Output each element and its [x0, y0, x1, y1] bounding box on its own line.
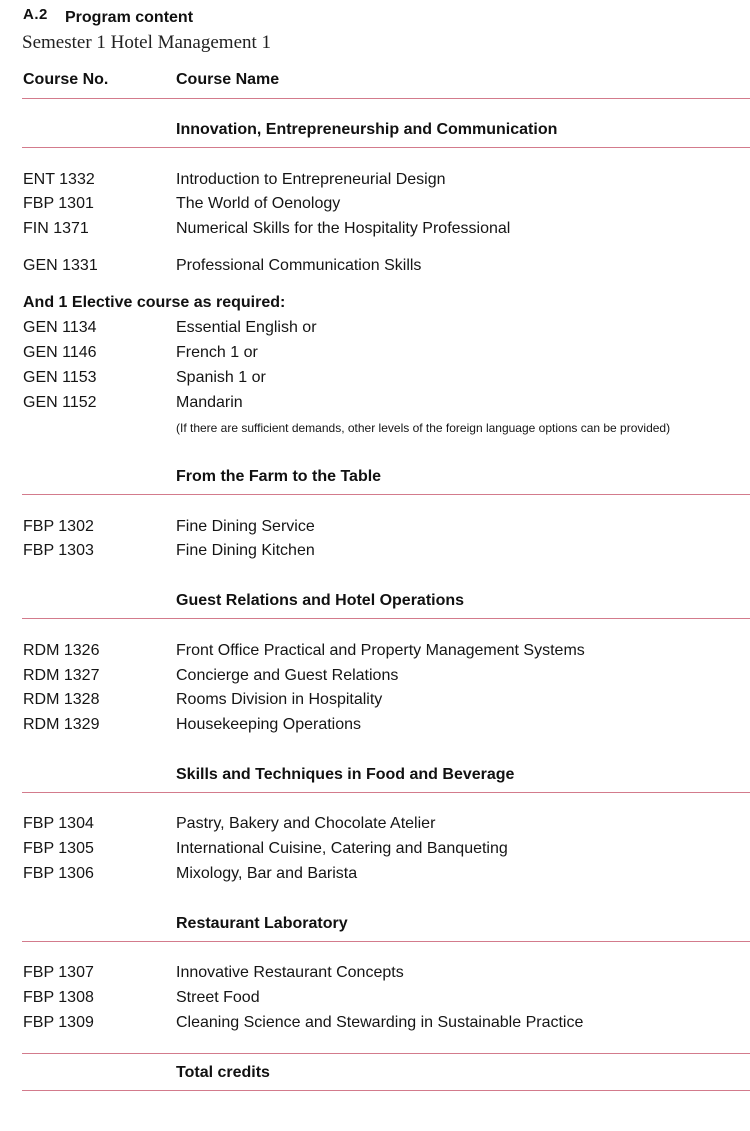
group-divider: [22, 494, 750, 495]
elective-heading: And 1 Elective course as required:: [23, 294, 286, 311]
course-name: Mandarin: [176, 394, 243, 411]
course-name: Numerical Skills for the Hospitality Professional: [176, 220, 511, 237]
course-code: FBP 1303: [23, 542, 94, 559]
group-title-food-beverage: Skills and Techniques in Food and Beverage: [176, 766, 515, 783]
group-title-restaurant-lab: Restaurant Laboratory: [176, 915, 348, 932]
course-name: The World of Oenology: [176, 195, 341, 212]
group-divider: [22, 792, 750, 793]
course-code: GEN 1134: [23, 319, 97, 336]
course-name: Pastry, Bakery and Chocolate Atelier: [176, 815, 436, 832]
course-code: GEN 1146: [23, 344, 97, 361]
course-code: GEN 1153: [23, 369, 97, 386]
group-title-innovation: Innovation, Entrepreneurship and Communication: [176, 121, 558, 138]
course-name: Fine Dining Kitchen: [176, 542, 315, 559]
course-name: Cleaning Science and Stewarding in Sustainable Practice: [176, 1014, 584, 1031]
course-name: Rooms Division in Hospitality: [176, 691, 383, 708]
course-name: International Cuisine, Catering and Banqueting: [176, 840, 508, 857]
column-header-course-name: Course Name: [176, 71, 280, 88]
course-name: French 1 or: [176, 344, 258, 361]
course-code: GEN 1331: [23, 257, 98, 274]
group-title-guest-relations: Guest Relations and Hotel Operations: [176, 592, 465, 609]
section-title: Program content: [65, 9, 194, 26]
group-title-farm-to-table: From the Farm to the Table: [176, 468, 382, 485]
footer-divider-top: [22, 1053, 750, 1054]
course-code: FBP 1302: [23, 518, 94, 535]
page-subtitle: Semester 1 Hotel Management 1: [22, 32, 272, 53]
course-code: RDM 1329: [23, 716, 100, 733]
course-code: GEN 1152: [23, 394, 97, 411]
group-divider: [22, 618, 750, 619]
course-name: Housekeeping Operations: [176, 716, 362, 733]
course-code: FIN 1371: [23, 220, 89, 237]
course-name: Mixology, Bar and Barista: [176, 865, 358, 882]
course-name: Front Office Practical and Property Management Systems: [176, 642, 585, 659]
course-name: Concierge and Guest Relations: [176, 667, 399, 684]
footer-divider-bottom: [22, 1090, 750, 1091]
course-name: Fine Dining Service: [176, 518, 315, 535]
course-code: FBP 1306: [23, 865, 94, 882]
elective-note: (If there are sufficient demands, other levels of the foreign language options can be provided): [176, 421, 671, 435]
course-name: Street Food: [176, 989, 260, 1006]
course-code: FBP 1305: [23, 840, 94, 857]
header-divider: [22, 98, 750, 99]
course-code: FBP 1309: [23, 1014, 94, 1031]
course-name: Innovative Restaurant Concepts: [176, 964, 404, 981]
course-name: Introduction to Entrepreneurial Design: [176, 171, 446, 188]
course-code: FBP 1307: [23, 964, 94, 981]
course-code: FBP 1304: [23, 815, 94, 832]
course-code: RDM 1328: [23, 691, 100, 708]
course-code: FBP 1308: [23, 989, 94, 1006]
group-divider: [22, 147, 750, 148]
group-divider: [22, 941, 750, 942]
total-credits-label: Total credits: [176, 1064, 270, 1081]
course-code: ENT 1332: [23, 171, 95, 188]
course-name: Professional Communication Skills: [176, 257, 422, 274]
section-number: A.2: [23, 6, 48, 23]
course-name: Spanish 1 or: [176, 369, 266, 386]
course-code: FBP 1301: [23, 195, 94, 212]
course-name: Essential English or: [176, 319, 317, 336]
column-header-course-no: Course No.: [23, 71, 109, 88]
course-code: RDM 1327: [23, 667, 100, 684]
course-code: RDM 1326: [23, 642, 100, 659]
